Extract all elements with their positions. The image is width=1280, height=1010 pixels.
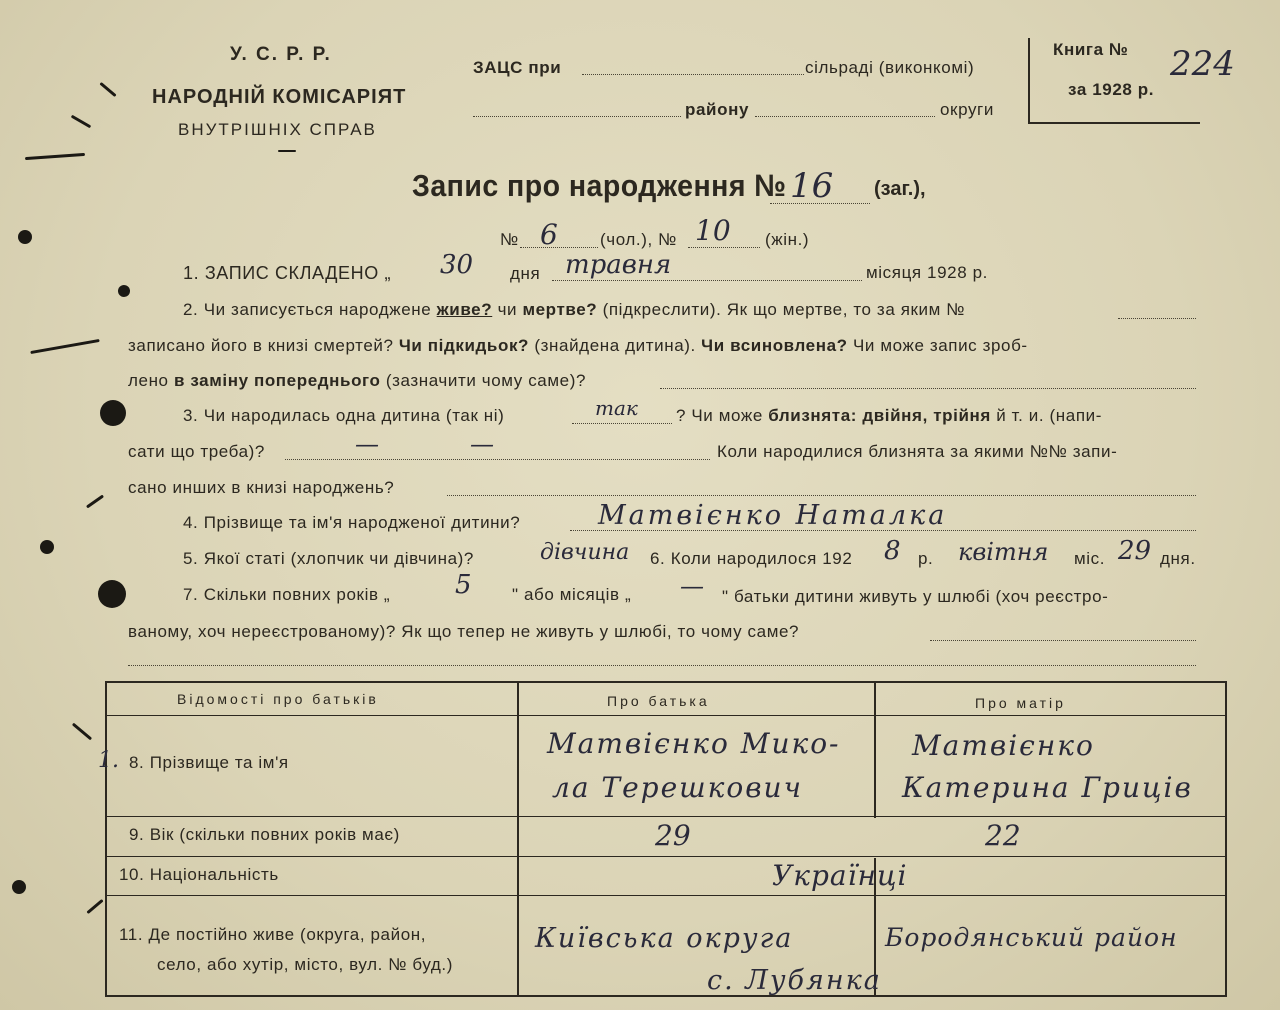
margin-mark [86, 899, 103, 914]
affairs-label: ВНУТРІШНІХ СПРАВ [178, 120, 377, 139]
male-no-label: № [500, 230, 519, 249]
book-number: 224 [1170, 44, 1235, 84]
dotted-line [755, 116, 935, 117]
row11-label-line1: 11. Де постійно живе (округа, район, [119, 925, 427, 944]
item2-or: чи [497, 300, 518, 319]
row9-label: 9. Вік (скільки повних років має) [129, 825, 400, 844]
row9-mother-age: 22 [985, 819, 1021, 852]
dotted-line [447, 495, 1196, 496]
item3-etc: й т. и. (напи- [996, 406, 1102, 425]
dotted-line [128, 665, 1196, 666]
item7-married: " батьки дитини живуть у шлюбі (хоч реєстро- [722, 587, 1109, 606]
col-header-mother: Про матір [975, 695, 1066, 711]
item2-found-child: (знайдена дитина). [534, 336, 696, 355]
item2-label: 2. Чи записується народжене [183, 300, 432, 319]
row8-mother-line2: Катерина Гриців [902, 771, 1193, 804]
item3-text [676, 406, 1102, 426]
record-suffix: (заг.), [874, 178, 926, 200]
col-divider [874, 683, 876, 818]
item2-text [183, 300, 965, 320]
row11-father-line2: с. Лубянка [707, 965, 882, 996]
row-divider [107, 856, 1225, 857]
item3-twins: близнята: двійня, трійня [768, 406, 991, 425]
margin-row-mark: 1. [98, 748, 119, 773]
record-number: 16 [790, 166, 834, 206]
zags-label: ЗАЦС при [473, 58, 562, 77]
item1-day: 30 [440, 250, 474, 280]
item1-text: 1. ЗАПИС СКЛАДЕНО „ [183, 263, 392, 283]
row-divider [107, 895, 1225, 896]
row8-mother-line1: Матвієнко [912, 729, 1095, 762]
item2-replacement: в заміну попереднього [173, 371, 381, 390]
item6-r: р. [918, 549, 934, 568]
row8-father-line1: Матвієнко Мико- [547, 727, 841, 760]
item7-text-2: ваному, хоч нереєстрованому)? Як що тепер не живуть у шлюбі, то чому саме? [128, 622, 800, 641]
row-divider [107, 715, 1225, 716]
punch-hole [18, 230, 32, 244]
item7-years: 5 [455, 570, 472, 600]
item2-could: Чи може запис зроб- [852, 336, 1028, 355]
item6-day: 29 [1118, 536, 1152, 566]
item2-dead: мертве? [522, 300, 598, 319]
record-title: Запис про народження № [412, 168, 787, 203]
dotted-line [930, 640, 1196, 641]
col-header-info: Відомості про батьків [177, 691, 379, 707]
male-number: 6 [540, 218, 558, 251]
item7-months: — [680, 572, 704, 600]
okrugy-label: округи [940, 100, 994, 119]
margin-mark [86, 495, 104, 509]
margin-mark [71, 115, 92, 129]
item3-dash-2: — [470, 430, 494, 458]
col-divider [517, 683, 519, 995]
dotted-line [552, 280, 862, 281]
dotted-line [473, 116, 681, 117]
punch-hole [40, 540, 54, 554]
raionu-label: району [685, 100, 749, 119]
dotted-line [285, 459, 710, 460]
item3-label: 3. Чи народилась одна дитина (так ні) [183, 406, 505, 425]
item7-label: 7. Скільки повних років „ [183, 585, 391, 604]
row-divider [107, 816, 1225, 817]
male-suffix: (чол.), № [600, 230, 677, 249]
margin-mark [25, 153, 85, 160]
margin-mark [30, 339, 99, 354]
item6-year: 8 [884, 536, 901, 566]
female-number: 10 [695, 214, 731, 247]
item1-day-label: дня [510, 264, 541, 283]
silradi-label: сільраді (виконкомі) [805, 58, 975, 77]
margin-mark [72, 723, 92, 741]
row11-label-line2: село, або хутір, місто, вул. № буд.) [157, 955, 454, 974]
commissariat-label: НАРОДНІЙ КОМІСАРІЯТ [152, 86, 407, 108]
item2-deaths: записано його в книзі смертей? [128, 336, 394, 355]
item3-text-2: сати що треба)? [128, 442, 265, 461]
item2-adopted: Чи всиновлена? [701, 336, 848, 355]
dotted-line [770, 203, 870, 204]
item5-sex: дівчина [540, 540, 630, 565]
row10-label: 10. Національність [119, 865, 279, 884]
item3-dash-1: — [355, 430, 379, 458]
punch-hole [118, 285, 130, 297]
item2-why: (зазначити чому саме)? [385, 371, 587, 390]
ussr-label: У. С. Р. Р. [230, 44, 332, 65]
row10-nationality: Українці [772, 859, 908, 892]
female-suffix: (жін.) [765, 230, 810, 249]
item2-done: лено [128, 371, 169, 390]
item4-label: 4. Прізвище та ім'я народженої дитини? [183, 513, 521, 532]
dotted-line [582, 74, 804, 75]
dotted-line [1118, 318, 1196, 319]
item3-maybe: ? Чи може [676, 406, 763, 425]
item2-alive: живе? [436, 300, 493, 319]
item2-if-dead: (підкреслити). Як що мертве, то за яким № [602, 300, 966, 319]
row11-father-line1: Київська округа [535, 923, 794, 954]
item3-value: так [595, 396, 638, 420]
item2-foundling: Чи підкидьок? [398, 336, 530, 355]
item4-child-name: Матвієнко Наталка [598, 500, 948, 531]
item7-months-label: " або місяців „ [512, 585, 632, 604]
item1-year: місяця 1928 р. [866, 263, 988, 282]
row8-father-line2: ла Терешкович [552, 771, 804, 804]
book-label: Книга № [1053, 40, 1129, 59]
row8-label: 8. Прізвище та ім'я [129, 753, 289, 772]
item2-text-3 [128, 371, 586, 391]
punch-hole [12, 880, 26, 894]
row11-mother-line1: Бородянський район [885, 923, 1178, 952]
item6-mis: міс. [1074, 549, 1106, 568]
item3-text-3: Коли народилися близнята за якими №№ запи- [717, 442, 1118, 461]
dotted-line [660, 388, 1196, 389]
dotted-line [570, 530, 1196, 531]
col-header-father: Про батька [607, 693, 710, 709]
item6-month: квітня [958, 538, 1049, 566]
dotted-line [520, 247, 598, 248]
row9-father-age: 29 [655, 819, 691, 852]
margin-mark [99, 82, 116, 97]
dotted-line [572, 423, 672, 424]
item3-text-4: сано инших в книзі народжень? [128, 478, 395, 497]
parents-table [105, 681, 1227, 997]
punch-hole [98, 580, 126, 608]
item6-dnya: дня. [1160, 549, 1196, 568]
divider [278, 150, 296, 152]
item1-month: травня [565, 250, 672, 280]
punch-hole [100, 400, 126, 426]
year-label: за 1928 р. [1068, 80, 1155, 99]
item2-text-2 [128, 336, 1028, 356]
dotted-line [688, 247, 760, 248]
item6-label: 6. Коли народилося 192 [650, 549, 853, 568]
item5-label: 5. Якої статі (хлопчик чи дівчина)? [183, 549, 474, 568]
